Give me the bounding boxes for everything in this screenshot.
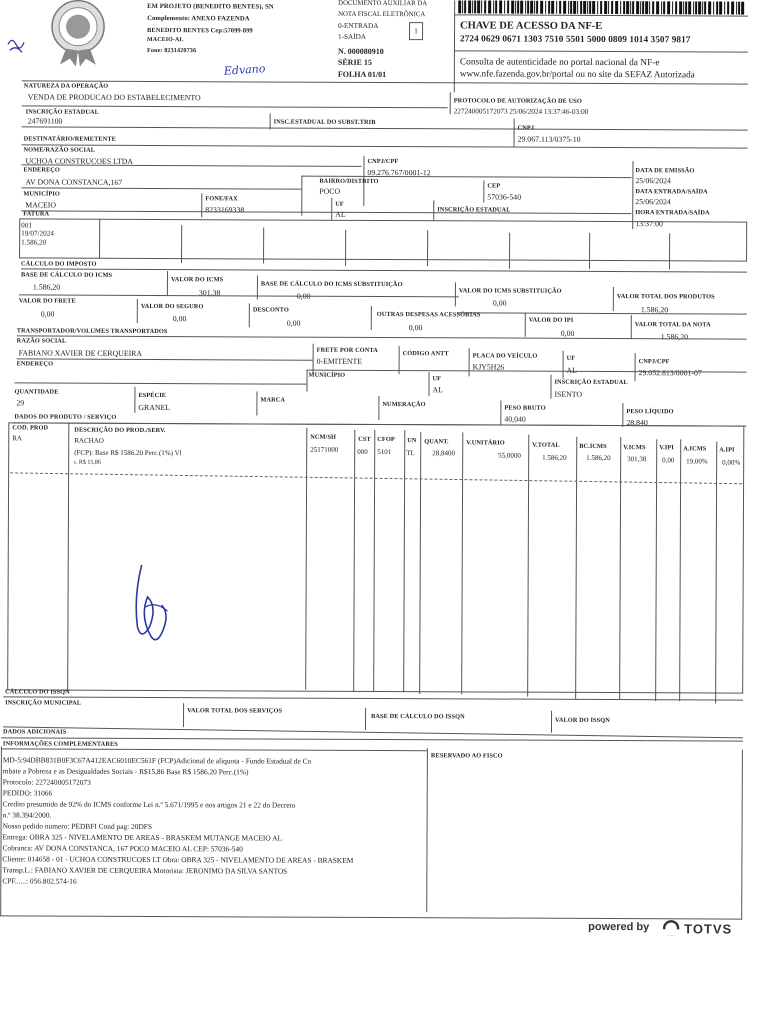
v-icms-label: VALOR DO ICMS: [170, 276, 224, 284]
hora-value: 13:37:00: [635, 219, 663, 229]
transp-cnpj-value: 29.052.813/0001-07: [638, 368, 702, 378]
dest-fone-label: FONE/FAX: [205, 195, 238, 203]
dest-municipio-value: MACEIO: [25, 200, 57, 210]
th-vipi: V.IPI: [659, 444, 674, 452]
v-st-label: VALOR DO ICMS SUBSTITUIÇÃO: [458, 287, 562, 295]
th-vicms: V.ICMS: [623, 444, 646, 452]
powered-by-text: powered by: [588, 920, 650, 934]
cnpj-emit-value: 29.067.113/0375-10: [517, 134, 581, 144]
frete-value: 0,00: [40, 309, 55, 319]
totvs-logo-icon: [662, 919, 680, 935]
th-cod: COD. PROD: [12, 424, 49, 432]
td-cod: RA: [12, 434, 23, 443]
td-vipi: 0,00: [662, 456, 675, 465]
desconto-label: DESCONTO: [252, 306, 289, 314]
consulta-line-2: www.nfe.fazenda.gov.br/portal ou no site da SEFAZ Autorizada: [459, 68, 695, 80]
chave-title: CHAVE DE ACESSO DA NF-E: [460, 20, 603, 32]
outras-value: 0,00: [408, 323, 423, 333]
handwritten-mark-icon: [4, 34, 30, 58]
v-st-value: 0,00: [492, 298, 507, 308]
info-line: n.º 38.394/2000.: [2, 810, 52, 820]
th-un: UN: [407, 437, 417, 445]
emitter-phone: Fone: 8231420736: [146, 46, 197, 55]
td-cst: 000: [357, 447, 368, 456]
info-line: MD-5:94DBB831B0F3C67A412EAC6010EC561F (FCP)Adicional de aliquota - Fundo Estadual de Co: [2, 755, 312, 766]
bc-st-label: BASE DE CÁLCULO DO ICMS SUBSTITUIÇÃO: [260, 280, 403, 289]
issqn-bc-label: BASE DE CÁLCULO DO ISSQN: [371, 712, 465, 721]
transporte-section: TRANSPORTADOR/VOLUMES TRANSPORTADOS: [16, 327, 168, 336]
dest-uf-value: AL: [335, 209, 346, 219]
dest-bairro-value: POCO: [319, 186, 341, 196]
transp-especie-value: GRANEL: [138, 402, 171, 413]
v-prod-value: 1.586,20: [640, 305, 669, 315]
seguro-value: 0,00: [172, 314, 187, 324]
hora-label: HORA ENTRADA/SAÍDA: [635, 209, 710, 217]
dest-cnpj-value: 09.276.767/0001-12: [367, 167, 431, 178]
fatura-label: FATURA: [23, 210, 50, 218]
td-desc-3: r. R$ 15,86: [74, 459, 101, 466]
transp-endereco-label: ENDEREÇO: [16, 360, 54, 368]
emitter-complement: Complemento: ANEXO FAZENDA: [147, 14, 250, 23]
th-vtotal: V.TOTAL: [532, 441, 560, 449]
info-line: CPF......: 056.802.574-16: [2, 876, 77, 886]
dest-bairro-label: BAIRRO/DISTRITO: [319, 177, 379, 185]
produtos-section: DADOS DO PRODUTO / SERVIÇO: [14, 413, 117, 421]
emitter-address: EM PROJETO (BENEDITO BENTES), SN: [147, 2, 274, 11]
issqn-im-label: INSCRIÇÃO MUNICIPAL: [5, 699, 82, 707]
cnpj-emit-label: CNPJ: [517, 124, 535, 132]
info-line: Protocolo: 227240005172073: [2, 777, 91, 787]
td-ncm: 25171000: [310, 445, 339, 454]
ie-value: 247691100: [27, 116, 63, 126]
transp-antt-label: CÓDIGO ANTT: [402, 350, 449, 358]
dest-endereco-label: ENDEREÇO: [23, 166, 60, 174]
reservado-fisco-label: RESERVADO AO FISCO: [430, 752, 503, 760]
transp-especie-label: ESPÉCIE: [138, 391, 167, 400]
transp-qtd-label: QUANTIDADE: [14, 388, 59, 396]
danfe-folha: FOLHA 01/01: [337, 69, 387, 80]
td-desc-2: (FCP): Base R$ 1586.20 Perc.(1%) Vl: [74, 448, 182, 458]
danfe-numero: N. 000080910: [337, 46, 384, 57]
protocolo-label: PROTOCOLO DE AUTORIZAÇÃO DE USO: [453, 97, 582, 105]
info-line: Entrega: OBRA 325 - NIVELAMENTO DE AREAS - BRASKEM MUTANGE MACEIO AL: [2, 832, 283, 843]
v-nota-value: 1.586,20: [660, 332, 689, 342]
transp-ie-value: ISENTO: [554, 389, 583, 399]
td-vtotal: 1.586,20: [542, 453, 567, 462]
dest-nome-value: UCHOA CONSTRUCOES LTDA: [25, 156, 134, 166]
transp-qtd-value: 29: [16, 398, 25, 408]
transp-uf-label: UF: [566, 354, 576, 362]
pen-signature-icon: [127, 557, 177, 647]
v-icms-value: 301,38: [198, 288, 221, 298]
transp-marca-label: MARCA: [260, 396, 286, 404]
info-line: PEDIDO: 31066: [2, 788, 53, 798]
ie-st-label: INSC.ESTADUAL DO SUBST.TRIB: [273, 118, 376, 126]
barcode-icon: [458, 0, 746, 15]
transp-frete-value: 0-EMITENTE: [316, 356, 363, 366]
transp-peso-bruto-label: PESO BRUTO: [504, 404, 546, 412]
td-cfop: 5101: [377, 447, 392, 457]
imposto-section: CÁLCULO DO IMPOSTO: [21, 260, 97, 268]
danfe-tipo-box: 1: [409, 22, 423, 40]
transp-uf2-label: UF: [432, 375, 442, 383]
th-quant: QUANT.: [424, 438, 449, 446]
emitter-city-cep: BENEDITO BENTES Cep:57099-899: [147, 26, 253, 35]
adicionais-section: DADOS ADICIONAIS: [2, 728, 67, 736]
destinatario-section: DESTINATÁRIO/REMETENTE: [23, 135, 116, 143]
transp-razao-label: RAZÃO SOCIAL: [16, 337, 67, 345]
dest-fone-value: 8233169338: [205, 205, 245, 215]
ie-label: INSCRIÇÃO ESTADUAL: [25, 108, 99, 116]
frete-label: VALOR DO FRETE: [18, 297, 76, 305]
dest-ie-label: INSCRIÇÃO ESTADUAL: [437, 206, 511, 214]
td-vunit: 55,0000: [498, 451, 521, 460]
dest-municipio-label: MUNICÍPIO: [23, 190, 60, 198]
dest-nome-label: NOME/RAZÃO SOCIAL: [23, 146, 96, 154]
dest-endereco-value: AV DONA CONSTANCA,167: [25, 177, 123, 187]
th-aicms: A.ICMS: [683, 445, 707, 453]
info-line: Transp.L.: FABIANO XAVIER DE CERQUEIRA Motorista: JERONIMO DA SILVA SANTOS: [2, 865, 288, 876]
transp-peso-bruto-value: 40,040: [504, 414, 526, 424]
info-compl-label: INFORMAÇÕES COMPLEMENTARES: [2, 740, 118, 748]
desconto-value: 0,00: [286, 318, 301, 328]
dest-cep-label: CEP: [487, 182, 501, 190]
fatura-numero: 001: [21, 221, 32, 230]
td-bcicms: 1.586,20: [586, 453, 611, 463]
protocolo-value: 227240005172073 25/06/2024 13:37:46-03:00: [453, 107, 589, 116]
transp-razao-value: FABIANO XAVIER DE CERQUEIRA: [18, 348, 143, 358]
natureza-label: NATUREZA DA OPERAÇÃO: [23, 82, 109, 90]
th-vunit: V.UNITÁRIO: [466, 439, 505, 447]
td-quant: 28,8400: [432, 449, 455, 458]
fatura-vencimento: 19/07/2024: [21, 229, 54, 238]
dest-cep-value: 57036-540: [487, 192, 522, 202]
transp-numeracao-label: NUMERAÇÃO: [382, 401, 426, 409]
handwritten-signature: Edvano: [223, 62, 266, 78]
danfe-title-1: DOCUMENTO AUXILIAR DA: [338, 0, 428, 8]
transp-peso-liq-value: 28,840: [626, 418, 648, 428]
transp-peso-liq-label: PESO LÍQUIDO: [626, 408, 674, 416]
th-cst: CST: [358, 435, 371, 443]
danfe-saida: 1-SAÍDA: [338, 32, 366, 41]
info-line: Cliente: 014658 - 01 - UCHOA CONSTRUCOES LT Obra: OBRA 325 - NIVELAMENTO DE AREAS - BRASKEM: [2, 854, 354, 865]
td-vicms: 301,38: [627, 455, 647, 464]
issqn-section: CÁLCULO DO ISSQN: [5, 688, 70, 696]
bc-st-value: 0,00: [296, 291, 311, 301]
data-emissao-value: 25/06/2024: [635, 176, 671, 186]
th-ncm: NCM/SH: [310, 433, 337, 441]
dest-cnpj-label: CNPJ/CPF: [367, 157, 399, 166]
transp-municipio-label: MUNICÍPIO: [308, 371, 346, 379]
data-entrada-value: 25/06/2024: [635, 197, 671, 207]
td-aipi: 0,00%: [722, 458, 741, 467]
totvs-brand: TOTVS: [684, 921, 733, 937]
danfe-entrada: 0-ENTRADA: [338, 21, 379, 30]
fatura-box: [19, 218, 747, 261]
info-line: Credito presumido de 92% do ICMS conforme Lei n.º 5.671/1995 e nos artigos 21 e 22 do Decreto: [2, 799, 296, 810]
transp-placa-label: PLACA DO VEÍCULO: [472, 352, 538, 360]
issqn-v-label: VALOR DO ISSQN: [555, 716, 610, 725]
v-prod-label: VALOR TOTAL DOS PRODUTOS: [616, 293, 715, 301]
th-aipi: A.IPI: [719, 446, 735, 454]
chave-key: 2724 0629 0671 1303 7510 5501 5000 0809 1014 3507 9817: [459, 33, 691, 45]
th-bcicms: BC.ICMS: [579, 442, 607, 450]
emitter-city-uf: MACEIO-AL: [146, 36, 184, 44]
info-line: Cobranca: AV DONA CONSTANCA, 167 POCO MACEIO AL CEP: 57036-540: [2, 843, 243, 854]
ipi-value: 0,00: [560, 328, 575, 338]
ipi-label: VALOR DO IPI: [528, 316, 574, 324]
th-desc: DESCRIÇÃO DO PROD./SERV.: [74, 426, 166, 435]
info-line: Nosso pedido numero: PEDBFI Cond pag: 20DFS: [2, 821, 153, 832]
td-aicms: 19,00%: [686, 457, 708, 466]
transp-placa-value: KJY5H26: [472, 362, 505, 372]
transp-frete-label: FRETE POR CONTA: [316, 346, 378, 354]
transp-uf2-value: AL: [432, 385, 443, 395]
issqn-vserv-label: VALOR TOTAL DOS SERVIÇOS: [187, 707, 283, 715]
natureza-value: VENDA DE PRODUCAO DO ESTABELECIMENTO: [27, 92, 201, 103]
seguro-label: VALOR DO SEGURO: [140, 302, 204, 311]
consulta-line-1: Consulta de autenticidade no portal nacional da NF-e: [459, 57, 660, 69]
data-emissao-label: DATA DE EMISSÃO: [635, 167, 695, 175]
bc-icms-label: BASE DE CÁLCULO DO ICMS: [20, 271, 113, 279]
transp-cnpj-label: CNPJ/CPF: [638, 358, 670, 366]
v-nota-label: VALOR TOTAL DA NOTA: [634, 321, 711, 329]
danfe-serie: SÉRIE 15: [337, 57, 372, 67]
dest-uf-label: UF: [335, 200, 344, 208]
outras-label: OUTRAS DESPESAS ACESSÓRIAS: [376, 310, 481, 319]
td-un: TL: [406, 449, 415, 458]
transp-uf-value: AL: [566, 365, 577, 375]
bc-icms-value: 1.586,20: [32, 282, 61, 292]
td-desc-1: RACHAO: [74, 436, 104, 445]
selo-verde-stamp-icon: [40, 0, 120, 69]
transp-ie-label: INSCRIÇÃO ESTADUAL: [554, 378, 628, 387]
th-cfop: CFOP: [377, 435, 395, 444]
info-line: mbate a Pobreza e as Desigualdades Sociais - R$15,86 Base R$ 1586.20 Perc.(1%): [2, 766, 249, 777]
fatura-valor: 1.586,20: [21, 238, 47, 247]
data-entrada-label: DATA ENTRADA/SAÍDA: [635, 188, 708, 196]
danfe-title-2: NOTA FISCAL ELETRÔNICA: [338, 10, 426, 19]
